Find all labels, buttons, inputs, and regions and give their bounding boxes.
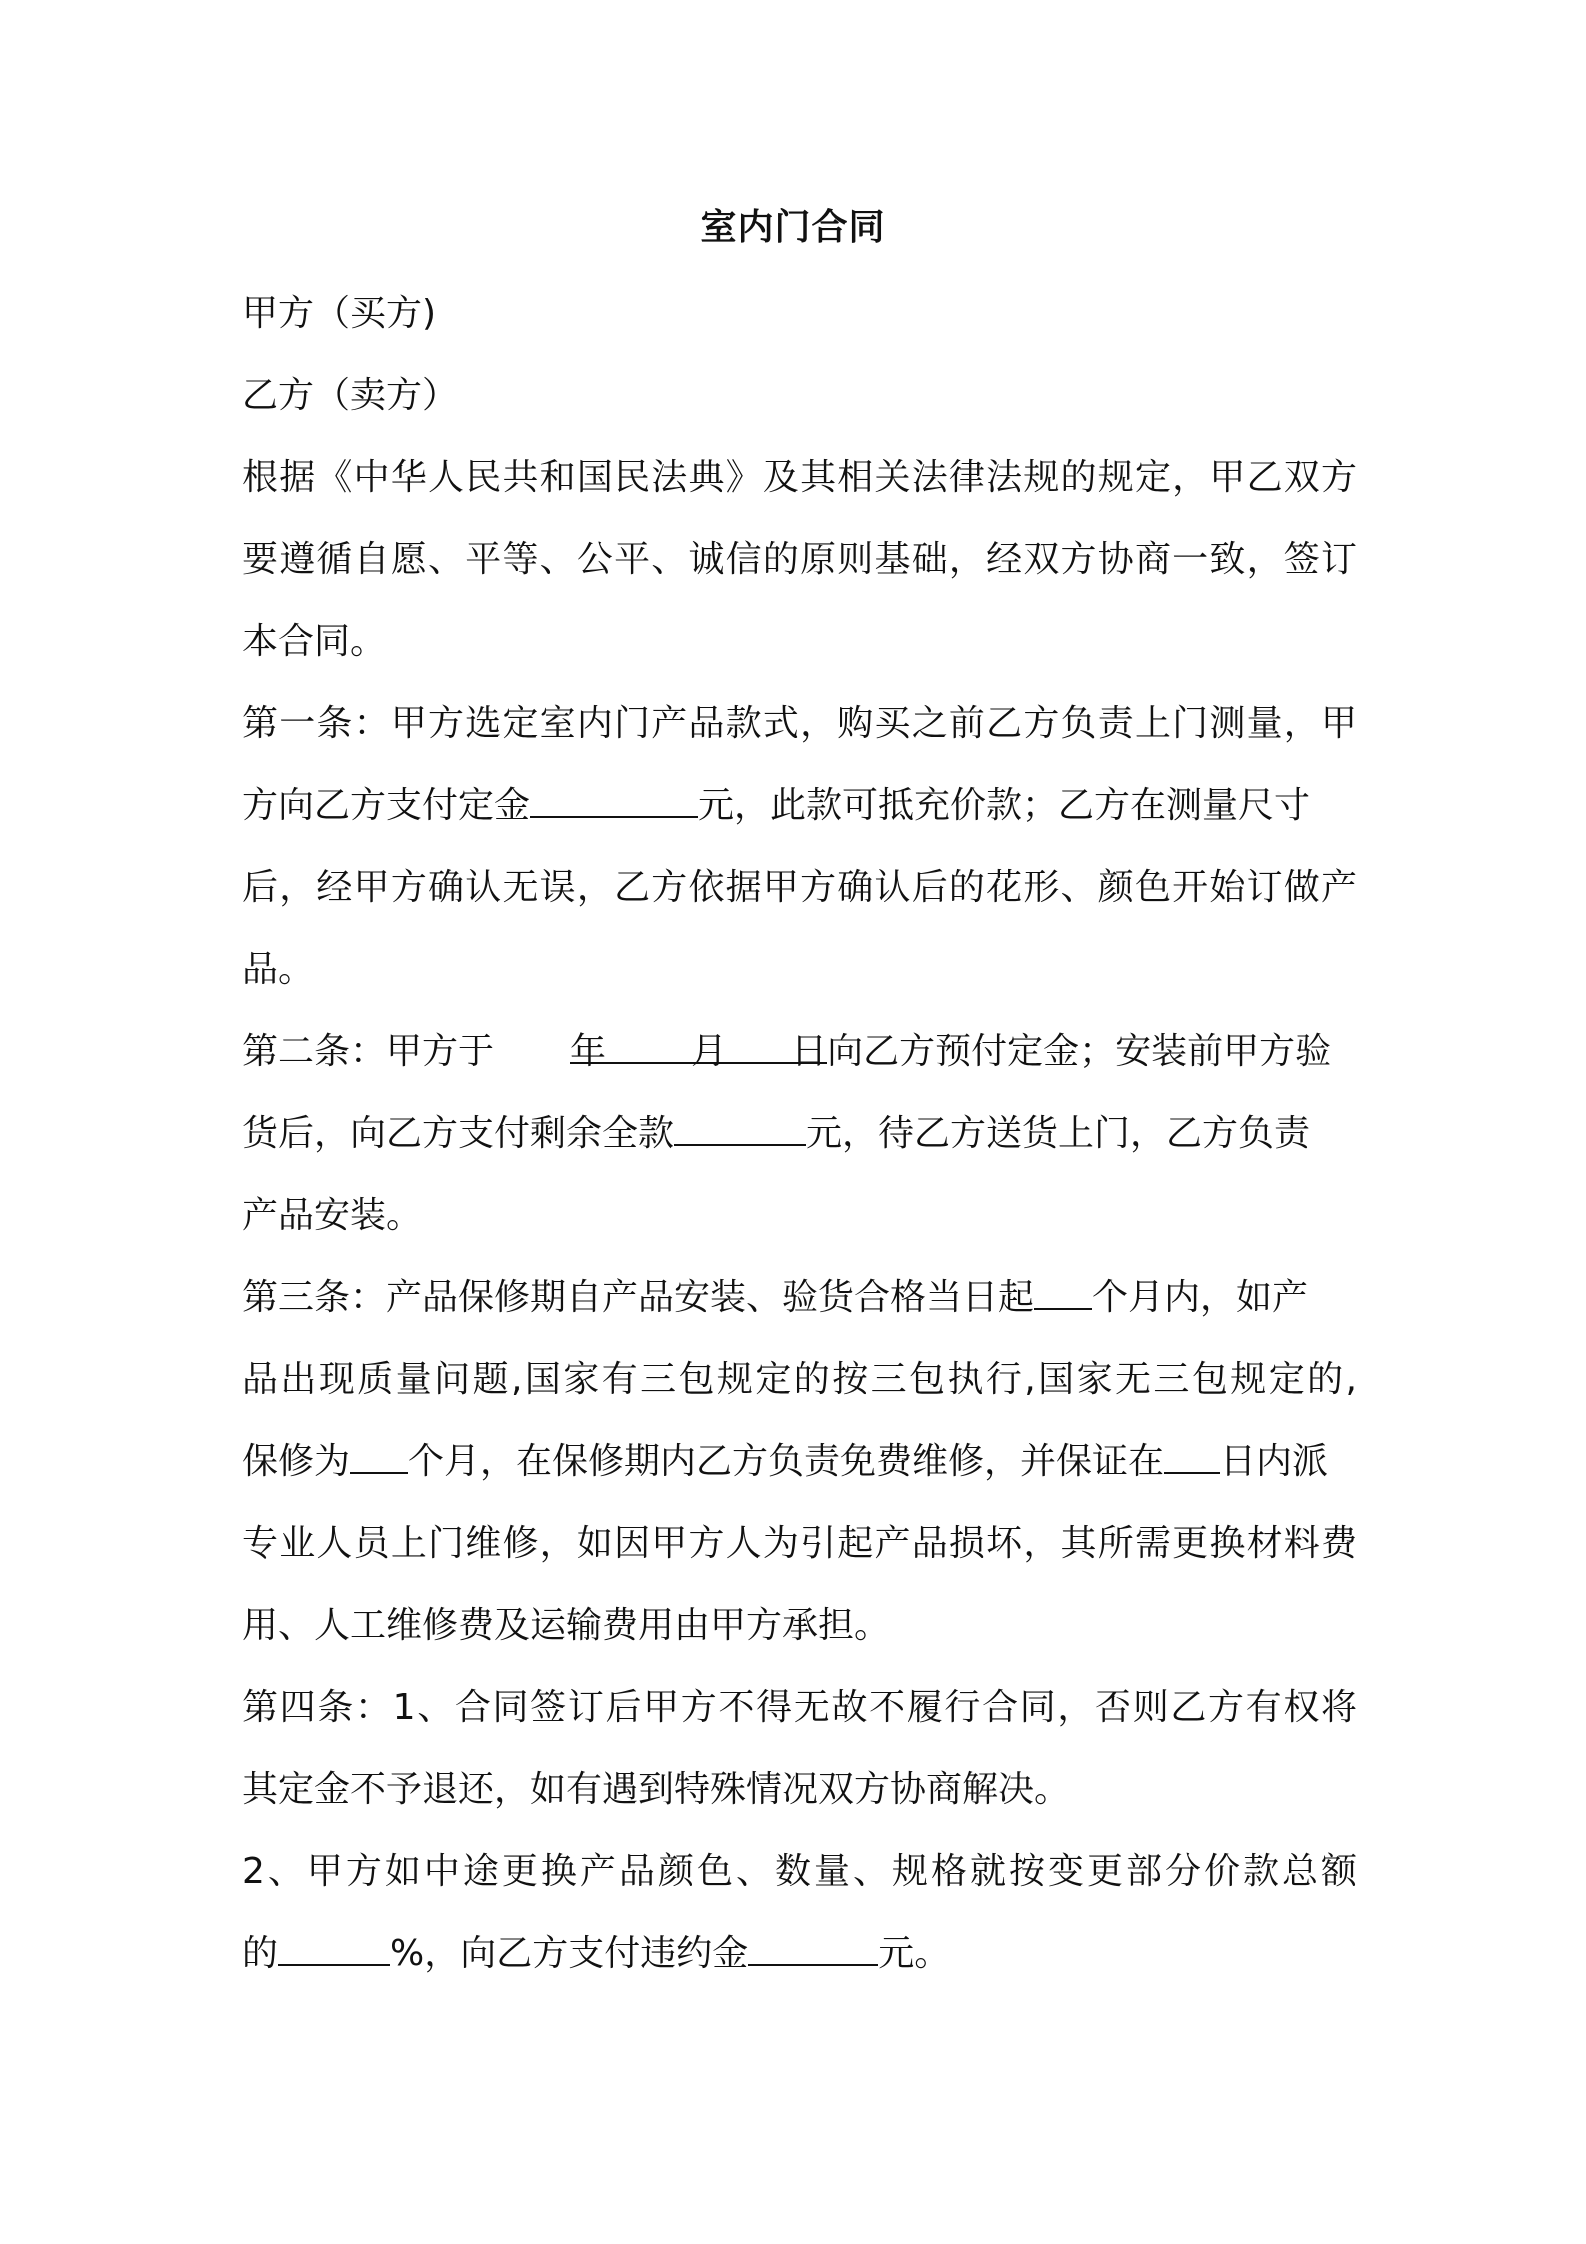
intro-line-2: 要遵循自愿、平等、公平、诚信的原则基础，经双方协商一致，签订 [242,539,1357,580]
article3-line-2: 品出现质量问题,国家有三包规定的按三包执行,国家无三包规定的, [242,1359,1357,1400]
article2-line-3: 产品安装。 [242,1195,423,1236]
article3-text-c: 保修为 [242,1441,351,1482]
month-label: 月 [691,1020,727,1064]
article1-line-2 [242,774,1357,838]
article4-line-2: 其定金不予退还，如有遇到特殊情况双方协商解决。 [242,1769,1071,1810]
article1-text-a: 方向乙方支付定金 [242,785,531,826]
article1-line-3: 后，经甲方确认无误，乙方依据甲方确认后的花形、颜色开始订做产 [242,867,1357,908]
year-blank [494,1020,570,1064]
month-blank [606,1020,691,1064]
article2-text-c: 货后，向乙方支付剩余全款 [242,1113,675,1154]
article2-line-1 [242,1020,1357,1084]
repair-days-blank [1164,1430,1220,1474]
year-label: 年 [570,1020,606,1064]
article3-line-5: 用、人工维修费及运输费用由甲方承担。 [242,1605,891,1646]
article1-line-1: 第一条：甲方选定室内门产品款式，购买之前乙方负责上门测量，甲 [242,703,1357,744]
article3-line-3 [242,1430,1357,1494]
article3-text-a: 第三条：产品保修期自产品安装、验货合格当日起 [242,1277,1035,1318]
article3-line-1 [242,1266,1357,1330]
article3-line-4: 专业人员上门维修，如因甲方人为引起产品损坏，其所需更换材料费 [242,1523,1357,1564]
article2-text-b: 向乙方预付定金；安装前甲方验 [827,1031,1332,1072]
article3-text-b: 个月内，如产 [1092,1277,1309,1318]
balance-amount-blank [674,1102,806,1146]
party-a-line: 甲方（买方) [242,293,437,334]
article4-text-c: 元。 [878,1933,951,1974]
article3-text-e: 日内派 [1220,1441,1329,1482]
party-b-line: 乙方（卖方） [242,375,459,416]
article4-item2-line-1: 2、甲方如中途更换产品颜色、数量、规格就按变更部分价款总额 [242,1851,1357,1892]
repair-months-blank [350,1430,408,1474]
article4-text-a: 的 [242,1933,279,1974]
article2-line-2 [242,1102,1357,1166]
article4-item2-line-2 [242,1922,1357,1986]
article4-line-1: 第四条：1、合同签订后甲方不得无故不履行合同，否则乙方有权将 [242,1687,1357,1728]
article3-text-d: 个月，在保修期内乙方负责免费维修，并保证在 [408,1441,1165,1482]
document-title: 室内门合同 [700,207,886,248]
article2-text-d: 元，待乙方送货上门，乙方负责 [806,1113,1311,1154]
penalty-amount-blank [748,1922,878,1966]
article2-text-a: 第二条：甲方于 [242,1031,495,1072]
article4-text-b: %，向乙方支付违约金 [390,1933,749,1974]
deposit-amount-blank [530,774,698,818]
day-label: 日 [791,1020,827,1064]
article1-line-4: 品。 [242,949,315,990]
intro-line-1: 根据《中华人民共和国民法典》及其相关法律法规的规定，甲乙双方 [242,457,1357,498]
percent-blank [278,1922,390,1966]
intro-line-3: 本合同。 [242,621,387,662]
warranty-months-blank [1034,1266,1092,1310]
day-blank [727,1020,791,1064]
article1-text-b: 元，此款可抵充价款；乙方在测量尺寸 [698,785,1311,826]
